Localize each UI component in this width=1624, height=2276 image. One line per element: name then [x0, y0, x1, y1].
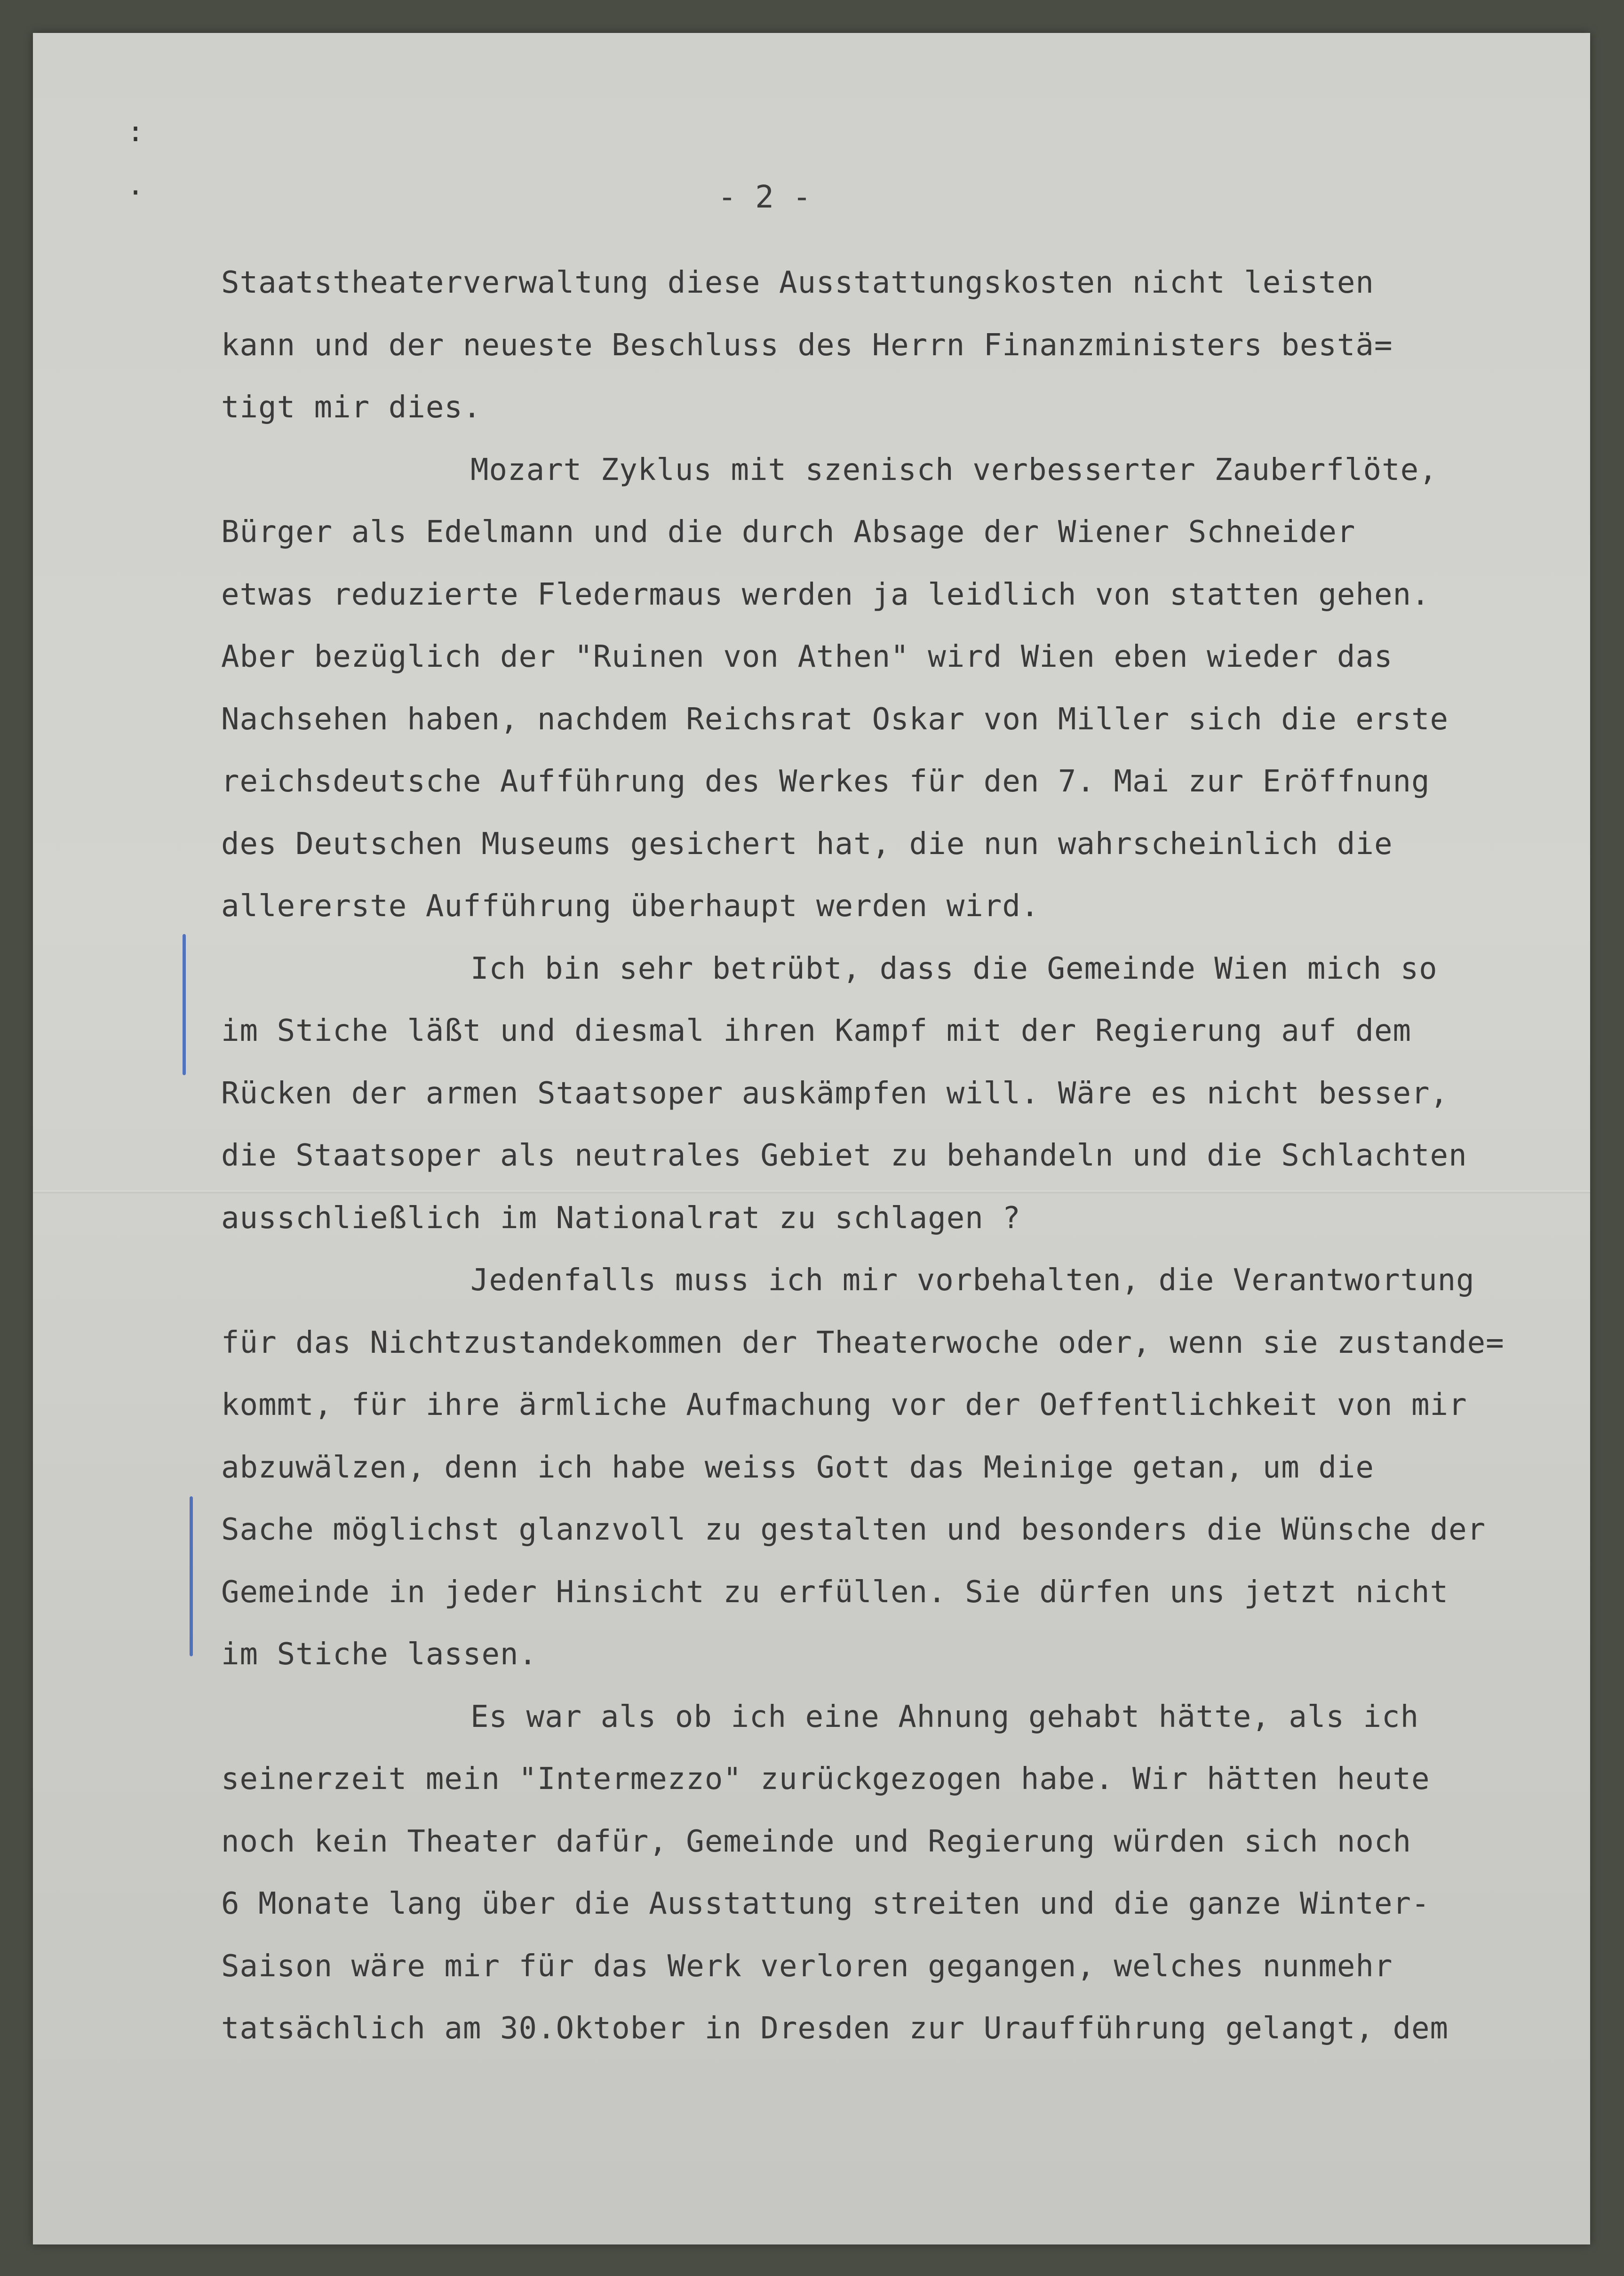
text-line: abzuwälzen, denn ich habe weiss Gott das Meinige getan, um die: [221, 1450, 1374, 1485]
text-line: Gemeinde in jeder Hinsicht zu erfüllen. Sie dürfen uns jetzt nicht: [221, 1574, 1449, 1610]
text-line: Sache möglichst glanzvoll zu gestalten und besonders die Wünsche der: [221, 1512, 1486, 1547]
text-line: im Stiche lassen.: [221, 1637, 538, 1672]
text-line: Ich bin sehr betrübt, dass die Gemeinde Wien mich so: [470, 951, 1438, 986]
text-line: kann und der neueste Beschluss des Herrn Finanzministers bestä=: [221, 327, 1393, 363]
text-line: Staatstheaterverwaltung diese Ausstattungskosten nicht leisten: [221, 265, 1374, 300]
text-line: Jedenfalls muss ich mir vorbehalten, die Verantwortung: [470, 1263, 1475, 1298]
text-line: Aber bezüglich der "Ruinen von Athen" wird Wien eben wieder das: [221, 639, 1393, 674]
text-line: für das Nichtzustandekommen der Theaterwoche oder, wenn sie zustande=: [221, 1325, 1505, 1360]
typed-letter-body: [221, 252, 1585, 2060]
text-line: Rücken der armen Staatsoper auskämpfen will. Wäre es nicht besser,: [221, 1076, 1449, 1111]
text-line: tigt mir dies.: [221, 390, 482, 425]
text-line: noch kein Theater dafür, Gemeinde und Regierung würden sich noch: [221, 1824, 1411, 1859]
text-line: Nachsehen haben, nachdem Reichsrat Oskar von Miller sich die erste: [221, 702, 1449, 737]
text-line: die Staatsoper als neutrales Gebiet zu behandeln und die Schlachten: [221, 1138, 1467, 1173]
text-line: Saison wäre mir für das Werk verloren gegangen, welches nunmehr: [221, 1949, 1393, 1984]
document-page: [33, 33, 1590, 2244]
page-number: - 2 -: [717, 179, 812, 215]
margin-annotation-line: [190, 1496, 193, 1656]
text-line: etwas reduzierte Fledermaus werden ja leidlich von statten gehen.: [221, 577, 1430, 612]
text-line: Bürger als Edelmann und die durch Absage der Wiener Schneider: [221, 515, 1356, 550]
text-line: ausschließlich im Nationalrat zu schlagen ?: [221, 1200, 1021, 1236]
text-line: 6 Monate lang über die Ausstattung streiten und die ganze Winter-: [221, 1886, 1430, 1921]
margin-annotation-line: [183, 934, 186, 1075]
text-line: reichsdeutsche Aufführung des Werkes für den 7. Mai zur Eröffnung: [221, 764, 1430, 799]
punch-hole-mark: :: [127, 115, 144, 148]
text-line: kommt, für ihre ärmliche Aufmachung vor der Oeffentlichkeit von mir: [221, 1388, 1467, 1422]
text-line: Es war als ob ich eine Ahnung gehabt hätte, als ich: [470, 1699, 1419, 1734]
text-line: Mozart Zyklus mit szenisch verbesserter Zauberflöte,: [470, 452, 1438, 487]
text-line: allererste Aufführung überhaupt werden wird.: [221, 889, 1040, 924]
text-line: des Deutschen Museums gesichert hat, die nun wahrscheinlich die: [221, 826, 1393, 862]
text-line: tatsächlich am 30.Oktober in Dresden zur Uraufführung gelangt, dem: [221, 2011, 1449, 2046]
punch-hole-mark: ·: [127, 176, 144, 209]
text-line: seinerzeit mein "Intermezzo" zurückgezogen habe. Wir hätten heute: [221, 1762, 1430, 1797]
text-line: im Stiche läßt und diesmal ihren Kampf mit der Regierung auf dem: [221, 1014, 1411, 1048]
